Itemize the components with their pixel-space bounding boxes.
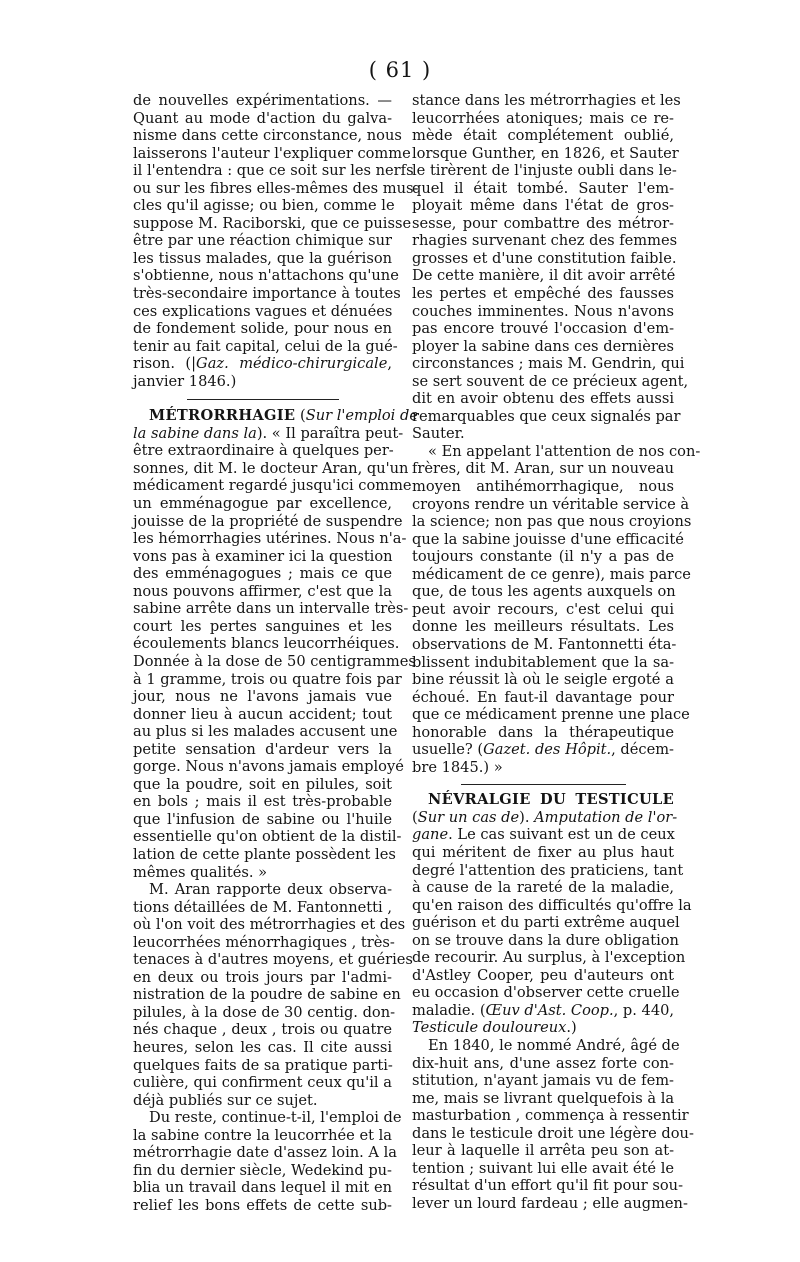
text-line: s'obtienne, nous n'attachons qu'une	[133, 267, 399, 285]
text-line: dans le testicule droit une légère dou-	[412, 1124, 694, 1142]
text-line: que l'infusion de sabine ou l'huile	[133, 810, 392, 828]
text-line: la science; non pas que nous croyions	[412, 513, 692, 531]
left-column	[133, 92, 419, 1214]
text-line: qu'en raison des difficultés qu'offre la	[412, 896, 692, 914]
text-line: blissent indubitablement que la sa-	[412, 653, 674, 671]
text-line: relief les bons effets de cette sub-	[133, 1196, 392, 1214]
text-line: nistration de la poudre de sabine en	[133, 986, 401, 1004]
text-line: mède était complétement oublié,	[412, 127, 674, 145]
text-line: les tissus malades, que la guérison	[133, 249, 392, 267]
text-line: leucorrhées ménorrhagiques , très-	[133, 933, 395, 951]
text-line: où l'on voit des métrorrhagies et des	[133, 916, 406, 934]
text-line: suppose M. Raciborski, que ce puisse	[133, 214, 412, 232]
text-line: Du reste, continue-t-il, l'emploi de	[149, 1109, 402, 1127]
text-line: rison. (|Gaz. médico-chirurgicale,	[133, 355, 392, 373]
text-line: d'Astley Cooper, peu d'auteurs ont	[412, 966, 674, 984]
text-line: grosses et d'une constitution faible.	[412, 249, 677, 267]
text-line: remarquables que ceux signalés par	[412, 407, 681, 425]
text-line: Testicule douloureux.)	[412, 1019, 577, 1037]
text-line: en bols ; mais il est très-probable	[133, 793, 392, 811]
text-line: gane. Le cas suivant est un de ceux	[412, 826, 675, 844]
text-line: on se trouve dans la dure obligation	[412, 931, 679, 949]
text-line: les pertes et empêché des fausses	[412, 285, 674, 303]
text-line: frères, dit M. Aran, sur un nouveau	[412, 460, 674, 478]
text-line: le tirèrent de l'injuste oubli dans le-	[412, 162, 677, 180]
text-line: me, mais se livrant quelquefois à la	[412, 1089, 675, 1107]
text-line: mêmes qualités. »	[133, 863, 268, 881]
text-line: la sabine dans la). « Il paraîtra peut-	[133, 424, 404, 442]
text-line: être extraordinaire à quelques per-	[133, 442, 394, 460]
text-line: écoulements blancs leucorrhéiques.	[133, 635, 400, 653]
text-line: bine réussit là où le seigle ergoté a	[412, 671, 674, 689]
text-line: sonnes, dit M. le docteur Aran, qu'un	[133, 459, 409, 477]
text-line: tention ; suivant lui elle avait été le	[412, 1159, 674, 1177]
text-line: que la poudre, soit en pilules, soit	[133, 775, 392, 793]
text-line: nous pouvons affirmer, c'est que la	[133, 582, 392, 600]
text-line: lever un lourd fardeau ; elle augmen-	[412, 1194, 688, 1212]
text-line: leur à laquelle il arrêta peu son at-	[412, 1142, 674, 1160]
text-line: déjà publiés sur ce sujet.	[133, 1091, 318, 1109]
section-heading-nevralgie: NÉVRALGIE DU TESTICULE	[428, 791, 674, 809]
text-line: que ce médicament prenne une place	[412, 706, 690, 724]
text-line: petite sensation d'ardeur vers la	[133, 740, 392, 758]
page-number: ( 61 )	[368, 58, 432, 82]
text-line: usuelle? (Gazet. des Hôpit., décem-	[412, 741, 674, 759]
section-divider	[461, 784, 626, 785]
text-line: lation de cette plante possèdent les	[133, 845, 396, 863]
text-line: stance dans les métrorrhagies et les	[412, 92, 681, 109]
text-line: laisserons l'auteur l'expliquer comme	[133, 144, 411, 162]
text-line: court les pertes sanguines et les	[133, 617, 392, 635]
text-line: médicament regardé jusqu'ici comme	[133, 477, 412, 495]
text-line: donne les meilleurs résultats. Les	[412, 618, 674, 636]
text-line: couches imminentes. Nous n'avons	[412, 302, 674, 320]
text-line: lorsque Gunther, en 1826, et Sauter	[412, 144, 679, 162]
text-line: nisme dans cette circonstance, nous	[133, 127, 402, 145]
text-line: Donnée à la dose de 50 centigrammes	[133, 652, 416, 670]
text-line: tenaces à d'autres moyens, et guéries	[133, 951, 413, 969]
text-line: que la sabine jouisse d'une efficacité	[412, 530, 684, 548]
text-line: de fondement solide, pour nous en	[133, 320, 392, 338]
text-line: que, de tous les agents auxquels on	[412, 583, 676, 601]
text-line: ou sur les fibres elles-mêmes des mus-	[133, 179, 419, 197]
text-line: quelques faits de sa pratique parti-	[133, 1056, 393, 1074]
text-line: qui méritent de fixer au plus haut	[412, 843, 674, 861]
text-line: guérison et du parti extrême auquel	[412, 914, 680, 932]
text-line: jouisse de la propriété de suspendre	[133, 512, 403, 530]
text-line: en deux ou trois jours par l'admi-	[133, 968, 392, 986]
text-line: pas encore trouvé l'occasion d'em-	[412, 320, 674, 338]
text-line: ployer la sabine dans ces dernières	[412, 337, 674, 355]
text-line: Quant au mode d'action du galva-	[133, 109, 392, 127]
text-line: de recourir. Au surplus, à l'exception	[412, 949, 686, 967]
text-line: la sabine contre la leucorrhée et la	[133, 1126, 392, 1144]
text-line: heures, selon les cas. Il cite aussi	[133, 1038, 392, 1056]
text-line: De cette manière, il dit avoir arrêté	[412, 267, 676, 285]
text-line: ployait même dans l'état de gros-	[412, 197, 674, 215]
text-line: au plus si les malades accusent une	[133, 723, 398, 741]
text-line: quel il était tombé. Sauter l'em-	[412, 179, 674, 197]
section-heading-line: MÉTRORRHAGIE (Sur l'emploi de	[149, 407, 418, 425]
text-line: vons pas à examiner ici la question	[133, 547, 393, 565]
text-line: des emménagogues ; mais ce que	[133, 565, 392, 583]
text-line: Sauter.	[412, 425, 465, 443]
text-line: métrorrhagie date d'assez loin. A la	[133, 1144, 397, 1162]
text-line: être par une réaction chimique sur	[133, 232, 392, 250]
text-line: essentielle qu'on obtient de la distil-	[133, 828, 402, 846]
text-line: peut avoir recours, c'est celui qui	[412, 600, 674, 618]
section-heading-line	[412, 791, 674, 809]
text-line: leucorrhées atoniques; mais ce re-	[412, 109, 674, 127]
text-line: « En appelant l'attention de nos con-	[428, 442, 701, 460]
text-line: à 1 gramme, trois ou quatre fois par	[133, 670, 402, 688]
text-line: (Sur un cas de). Amputation de l'or-	[412, 808, 678, 826]
text-line: eu occasion d'observer cette cruelle	[412, 984, 680, 1002]
text-line: tenir au fait capital, celui de la gué-	[133, 337, 398, 355]
text-line: très-secondaire importance à toutes	[133, 285, 401, 303]
text-line: à cause de la rareté de la maladie,	[412, 879, 674, 897]
text-line: blia un travail dans lequel il mit en	[133, 1179, 392, 1197]
section-heading-metrorrhagie: MÉTRORRHAGIE	[149, 407, 296, 425]
text-line: un emménagogue par excellence,	[133, 495, 392, 513]
text-line: tions détaillées de M. Fantonnetti ,	[133, 898, 392, 916]
text-line: circonstances ; mais M. Gendrin, qui	[412, 355, 685, 373]
text-line: les hémorrhagies utérines. Nous n'a-	[133, 530, 407, 548]
text-line: pilules, à la dose de 30 centig. don-	[133, 1003, 396, 1021]
text-line: honorable dans la thérapeutique	[412, 723, 674, 741]
text-line: observations de M. Fantonnetti éta-	[412, 635, 677, 653]
text-line: maladie. (Œuv d'Ast. Coop., p. 440,	[412, 1001, 675, 1019]
text-line: ces explications vagues et dénuées	[133, 302, 393, 320]
text-line: fin du dernier siècle, Wedekind pu-	[133, 1161, 392, 1179]
text-line: masturbation , commença à ressentir	[412, 1107, 689, 1125]
text-line: janvier 1846.)	[133, 372, 237, 390]
text-line: stitution, n'ayant jamais vu de fem-	[412, 1072, 674, 1090]
text-line: jour, nous ne l'avons jamais vue	[133, 688, 392, 706]
text-line: cles qu'il agisse; ou bien, comme le	[133, 197, 395, 215]
text-line: degré l'attention des praticiens, tant	[412, 861, 684, 879]
text-line: M. Aran rapporte deux observa-	[149, 881, 392, 899]
text-line: En 1840, le nommé André, âgé de	[428, 1036, 680, 1054]
text-line: médicament de ce genre), mais parce	[412, 565, 691, 583]
text-line: donner lieu à aucun accident; tout	[133, 705, 392, 723]
text-line: croyons rendre un véritable service à	[412, 495, 690, 513]
text-line: culière, qui confirment ceux qu'il a	[133, 1074, 392, 1092]
text-line: toujours constante (il n'y a pas de	[412, 548, 674, 566]
text-line: il l'entendra : que ce soit sur les nerfs	[133, 162, 414, 180]
text-line: nés chaque , deux , trois ou quatre	[133, 1021, 392, 1039]
text-line: sabine arrête dans un intervalle très-	[133, 600, 409, 618]
section-divider	[187, 399, 339, 400]
text-line: de nouvelles expérimentations. —	[133, 92, 392, 109]
text-line: résultat d'un effort qu'il fit pour sou-	[412, 1177, 684, 1195]
text-line: gorge. Nous n'avons jamais employé	[133, 758, 404, 776]
text-line: échoué. En faut-il davantage pour	[412, 688, 674, 706]
text-line: sesse, pour combattre des métror-	[412, 214, 674, 232]
text-line: se sert souvent de ce précieux agent,	[412, 372, 689, 390]
text-line: dit en avoir obtenu des effets aussi	[412, 390, 674, 408]
text-line: dix-huit ans, d'une assez forte con-	[412, 1054, 674, 1072]
text-line: bre 1845.) »	[412, 758, 503, 776]
text-line: moyen antihémorrhagique, nous	[412, 478, 674, 496]
right-column	[412, 92, 701, 1212]
text-line: rhagies survenant chez des femmes	[412, 232, 678, 250]
